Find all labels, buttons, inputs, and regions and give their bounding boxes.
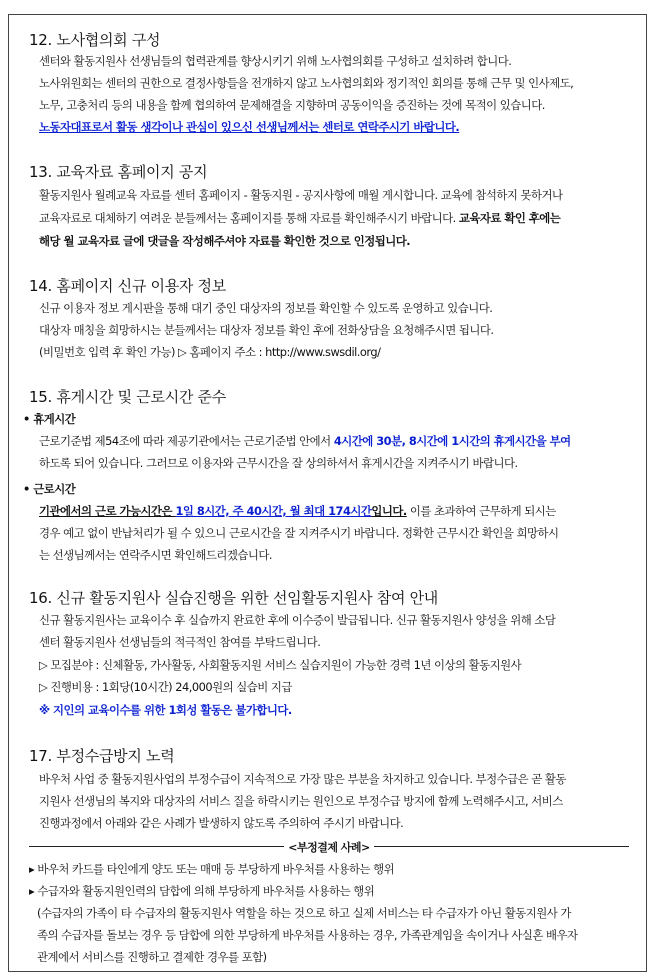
case-detail-line-2: 족의 수급자를 돌보는 경우 등 담합에 의한 부당하게 바우처를 사용하는 경우, 가족관계임을 속이거나 사실혼 배우자 [37, 928, 578, 942]
section-16-line-4: ▷ 진행비용 : 1회당(10시간) 24,000원의 실습비 지급 [39, 680, 292, 694]
section-13-title: 13. 교육자료 홈페이지 공지 [29, 163, 208, 181]
section-13-line-2a: 교육자료로 대체하기 여려운 분들께서는 홈페이지를 통해 자료를 확인해주시기 바랍니다. [39, 211, 459, 225]
rest-time-line-2: 하도록 되어 있습니다. 그러므로 이용자와 근무시간을 잘 상의하셔서 휴게시간을 지켜주시기 바랍니다. [39, 456, 518, 470]
section-12-line-1: 센터와 활동지원사 선생님들의 협력관계를 향상시키기 위해 노사협의회를 구성하고 설치하려 합니다. [39, 54, 512, 68]
case-detail-line-3: 관계에서 서비스를 진행하고 결제한 경우를 포함) [37, 950, 267, 964]
section-16-line-1: 신규 활동지원사는 교육이수 후 실습까지 완료한 후에 이수증이 발급됩니다. 신규 활동지원사 양성을 위해 소담 [39, 613, 556, 627]
rest-time-1a: 근로기준법 제54조에 따라 제공기관에서는 근로기준법 안에서 [39, 434, 334, 448]
rest-time-line-1 [39, 433, 571, 449]
section-12-line-3: 노무, 고충처리 등의 내용을 함께 협의하여 문제해결을 지향하며 공동이익을 증진하는 것에 목적이 있습니다. [39, 98, 545, 112]
section-14-line-2: 대상자 매칭을 희망하시는 분들께서는 대상자 정보를 확인 후에 전화상담을 요청해주시면 됩니다. [39, 323, 494, 337]
section-17-line-1: 바우처 사업 중 활동지원사업의 부정수급이 지속적으로 가장 많은 부분을 차지하고 있습니다. 부정수급은 곧 활동 [39, 772, 566, 786]
section-16-note: ※ 지인의 교육이수를 위한 1회성 활동은 불가합니다. [39, 703, 292, 717]
work-time-line-2: 경우 예고 없이 반납처리가 될 수 있으니 근로시간을 잘 지켜주시기 바랍니다. 정확한 근무시간 확인을 희망하시 [39, 526, 559, 540]
notice-page [8, 14, 647, 972]
section-16-line-2: 센터 활동지원사 선생님들의 적극적인 참여를 부탁드립니다. [39, 635, 321, 649]
section-13-line-3: 해당 월 교육자료 글에 댓글을 작성해주셔야 자료를 확인한 것으로 인정됩니다. [39, 234, 411, 248]
section-16-line-3: ▷ 모집분야 : 신체활동, 가사활동, 사회활동지원 서비스 실습지원이 가능한 경력 1년 이상의 활동지원사 [39, 658, 522, 672]
work-time-1a: 기관에서의 근로 가능시간은 [39, 504, 176, 518]
case-detail-line-1: (수급자의 가족이 타 수급자의 활동지원사 역할을 하는 것으로 하고 실제 서비스는 타 수급자가 아닌 활동지원사 가 [37, 906, 571, 920]
section-13-line-2 [39, 210, 560, 226]
work-time-label: • 근로시간 [23, 482, 76, 496]
case-item-2: ▸ 수급자와 활동지원인력의 담합에 의해 부당하게 바우처를 사용하는 행위 [29, 884, 375, 898]
work-time-1b: 1일 8시간, 주 40시간, 월 최대 174시간 [175, 504, 372, 518]
work-time-line-3: 는 선생님께서는 연락주시면 확인해드리겠습니다. [39, 548, 273, 562]
case-item-1: ▸ 바우처 카드를 타인에게 양도 또는 매매 등 부당하게 바우처를 사용하는 행위 [29, 862, 395, 876]
section-17-title: 17. 부정수급방지 노력 [29, 747, 175, 765]
section-14-line-3: (비밀번호 입력 후 확인 가능) ▷ 홈페이지 주소 : http://www.swsdil.org/ [39, 345, 381, 359]
section-12-line-2: 노사위원회는 센터의 권한으로 결정사항들을 전개하지 않고 노사협의회와 정기적인 회의를 통해 근무 및 인사제도, [39, 76, 574, 90]
work-time-line-1 [39, 503, 556, 519]
rest-time-label: • 휴게시간 [23, 412, 76, 426]
rest-time-1b: 4시간에 30분, 8시간에 1시간의 휴게시간을 부여 [333, 434, 571, 448]
cases-divider-label: <부정결제 사례> [284, 841, 374, 854]
section-13-line-1: 활동지원사 월례교육 자료를 센터 홈페이지 - 활동지원 - 공지사항에 매월 게시합니다. 교육에 참석하지 못하거나 [39, 188, 563, 202]
section-17-line-3: 진행과정에서 아래와 같은 사례가 발생하지 않도록 주의하여 주시기 바랍니다. [39, 816, 404, 830]
section-16-title: 16. 신규 활동지원사 실습진행을 위한 선임활동지원사 참여 안내 [29, 589, 438, 607]
section-14-line-1: 신규 이용자 정보 게시판을 통해 대기 중인 대상자의 정보를 확인할 수 있도록 운영하고 있습니다. [39, 301, 493, 315]
section-15-title: 15. 휴게시간 및 근로시간 준수 [29, 388, 226, 406]
section-17-line-2: 지원사 선생님의 복지와 대상자의 서비스 질을 하락시키는 원인으로 부정수급 방지에 함께 노력해주시고, 서비스 [39, 794, 563, 808]
section-14-title: 14. 홈페이지 신규 이용자 정보 [29, 277, 226, 295]
section-12-contact-link[interactable]: 노동자대표로서 활동 생각이나 관심이 있으신 선생님께서는 센터로 연락주시기 바랍니다. [39, 120, 460, 134]
cases-divider [29, 839, 629, 853]
section-12-title: 12. 노사협의회 구성 [29, 31, 161, 49]
work-time-1c: 입니다. [371, 504, 407, 518]
work-time-1d: 이를 초과하여 근무하게 되시는 [406, 504, 556, 518]
section-13-line-2b: 교육자료 확인 후에는 [458, 211, 561, 225]
